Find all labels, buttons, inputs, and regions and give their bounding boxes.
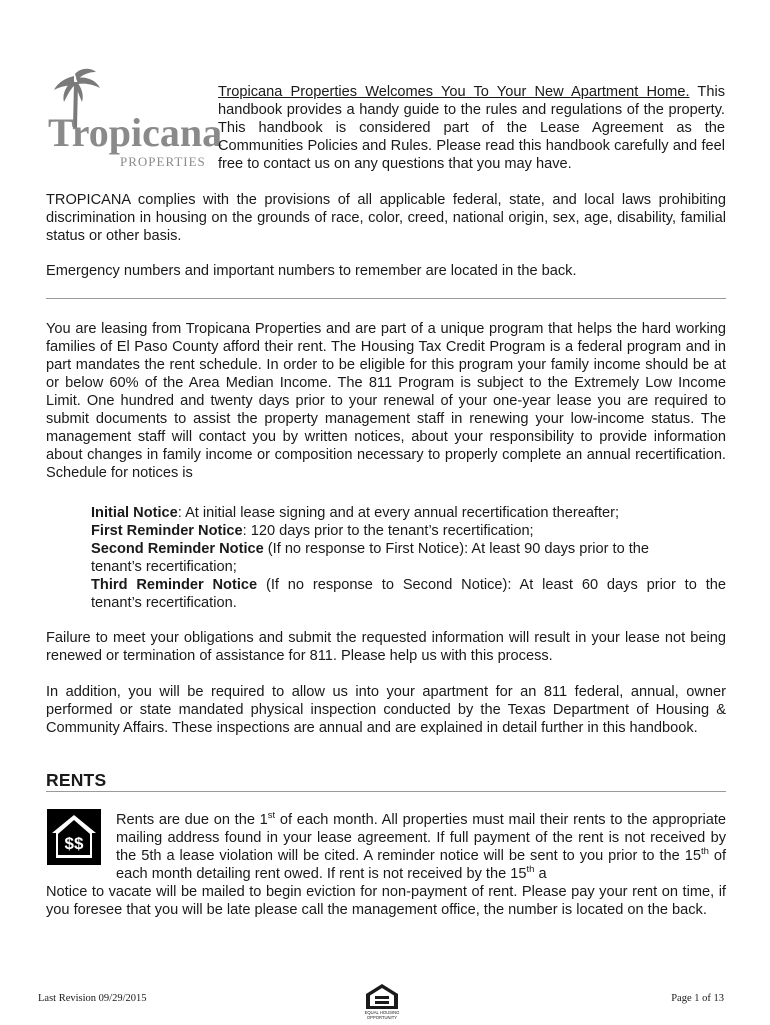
eho-line2: OPPORTUNITY — [366, 1015, 398, 1020]
notice-item — [91, 576, 726, 612]
notice-title: Third Reminder Notice — [91, 577, 258, 593]
rent-text: a — [534, 866, 547, 882]
notice-text: (If no response to First Notice): At least 90 days prior to the — [263, 541, 650, 557]
failure-paragraph: Failure to meet your obligations and submit the requested information will result in your lease not being renewed or termination of assistance for 811. Please help us with this process. — [46, 630, 726, 664]
intro-text: This handbook provides a handy guide to the rules and regulations of the property. This handbook is considered part of the Lease Agreement as the Communities Policies and Rules. Please read this handbook carefully and feel free to contact us on any questions that you may have. — [218, 84, 725, 172]
eho-line1: EQUAL HOUSING — [364, 1010, 400, 1015]
notice-text: (If no response to Second Notice): At least 60 days prior to the — [257, 577, 726, 593]
notice-title: First Reminder Notice — [91, 523, 243, 539]
intro-paragraph — [218, 83, 725, 173]
tropicana-logo — [44, 68, 223, 172]
notice-text: : 120 days prior to the tenant’s recertification; — [242, 523, 534, 539]
equal-housing-icon — [361, 982, 403, 1020]
notice-item — [91, 504, 726, 522]
notice-title: Initial Notice — [91, 505, 178, 521]
house-dollar-icon — [46, 808, 102, 866]
last-revision: Last Revision 09/29/2015 — [38, 993, 147, 1004]
welcome-heading: Tropicana Properties Welcomes You To Your New Apartment Home. — [218, 84, 690, 100]
notice-schedule — [91, 504, 726, 612]
notice-item — [91, 522, 726, 540]
emergency-numbers-paragraph: Emergency numbers and important numbers to remember are located in the back. — [46, 263, 577, 279]
non-discrimination-paragraph: TROPICANA complies with the provisions of all applicable federal, state, and local laws prohibiting discrimination in housing on the grounds of race, color, creed, national origin, sex, age, disability, familial status or other basis. — [46, 192, 726, 244]
ordinal-suffix: th — [526, 864, 535, 876]
rents-heading: RENTS — [46, 770, 107, 790]
logo-subtitle: PROPERTIES — [120, 154, 206, 169]
lease-program-paragraph: You are leasing from Tropicana Properties and are part of a unique program that helps the hard working families of El Paso County afford their rent. The Housing Tax Credit Program is a federal program and in part mandates the rent schedule. In order to be eligible for this program your family income should be at or below 60% of the Area Median Income. The 811 Program is subject to the Extremely Low Income Limit. One hundred and twenty days prior to your renewal of your one-year lease you are required to submit documents to assist the property management staff in renewing your low-income status. The management staff will contact you by written notices, about your responsibility to provide information about changes in family income or composition necessary to properly complete an annual recertification. Schedule for notices is — [46, 321, 726, 481]
page-number: Page 1 of 13 — [671, 993, 724, 1004]
rents-divider — [46, 791, 726, 792]
notice-text-cont: tenant’s recertification; — [91, 559, 237, 575]
notice-title: Second Reminder Notice — [91, 541, 264, 557]
palm-tree-icon — [44, 68, 223, 172]
logo-wordmark: Tropicana — [48, 110, 223, 155]
inspection-paragraph: In addition, you will be required to allow us into your apartment for an 811 federal, annual, owner performed or state mandated physical inspection conducted by the Texas Department of Housing & Community Affairs. These inspections are annual and are explained in detail further in this handbook. — [46, 684, 726, 736]
rent-text: of each month detailing rent owed. If rent is not received by the 15 — [116, 848, 726, 882]
rent-due-paragraph — [116, 811, 726, 883]
ordinal-suffix: th — [700, 846, 709, 858]
notice-item — [91, 540, 726, 576]
rent-text: Rents are due on the 1 — [116, 812, 268, 828]
notice-text: : At initial lease signing and at every annual recertification thereafter; — [177, 505, 620, 521]
ordinal-suffix: st — [267, 810, 276, 822]
notice-text-cont: tenant’s recertification. — [91, 595, 237, 611]
section-divider — [46, 298, 726, 299]
rent-eviction-paragraph: Notice to vacate will be mailed to begin eviction for non-payment of rent. Please pay your rent on time, if you foresee that you will be late please call the management office, the number is located on the back. — [46, 884, 726, 918]
dollar-sign-text: $$ — [64, 834, 84, 853]
rent-text: of each month. All properties must mail their rents to the appropriate mailing address found in your lease agreement. If full payment of the rent is not received by the 5th a lease violation will be cited. A reminder notice will be sent to you prior to the 15 — [116, 812, 726, 864]
